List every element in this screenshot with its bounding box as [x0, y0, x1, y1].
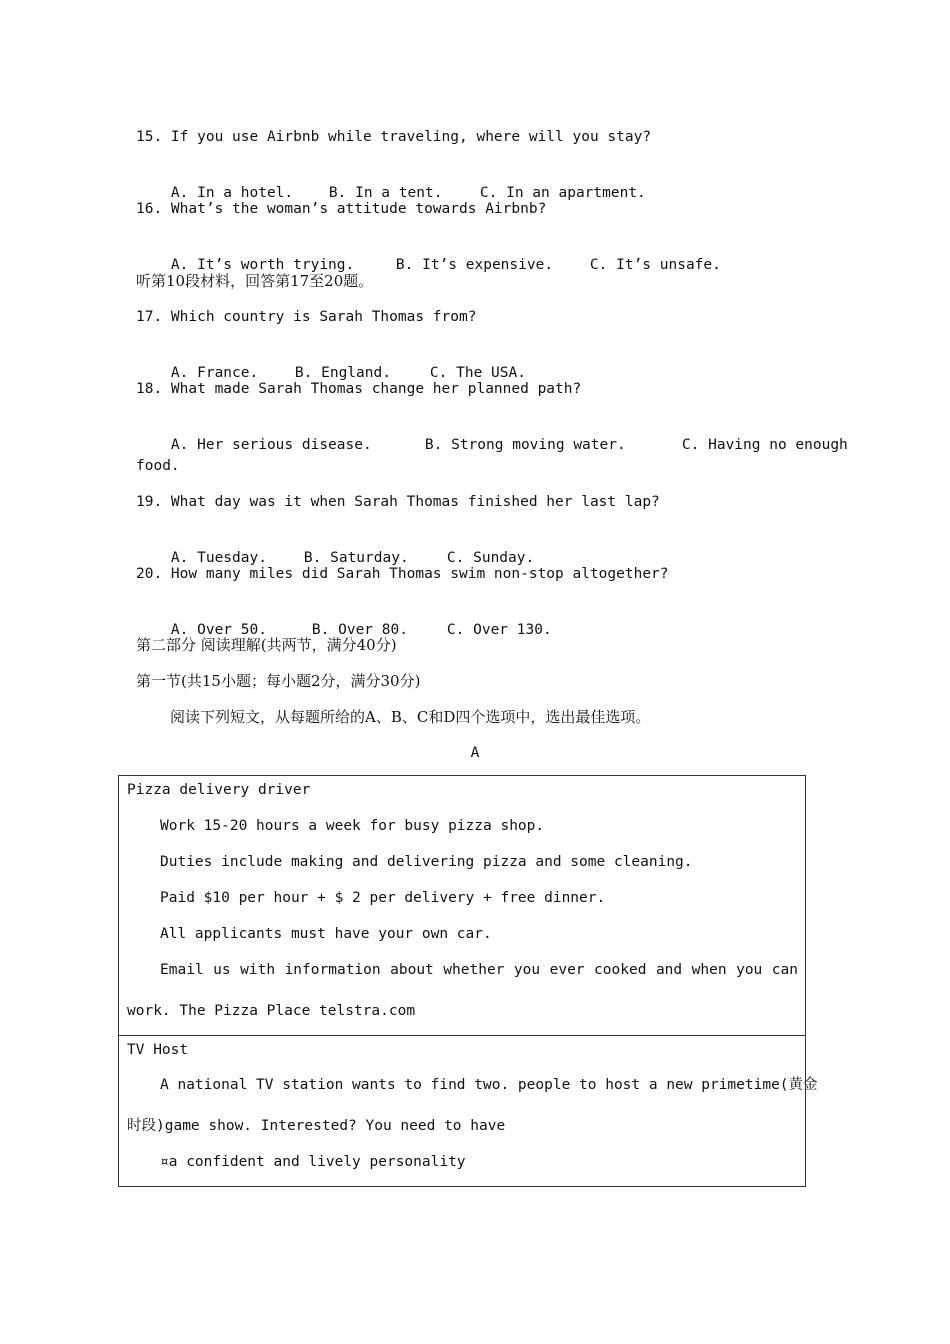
option-c: C. Having no enough [681, 437, 848, 453]
question-18-stem: 18. What made Sarah Thomas change her planned path? [136, 381, 582, 397]
option-c: C. The USA. [429, 365, 526, 381]
ad-line: Paid $10 per hour + $ 2 per delivery + free dinner. [160, 890, 606, 906]
option-b: B. In a tent. [328, 185, 443, 201]
option-c: C. It’s unsafe. [589, 257, 721, 273]
option-c: C. In an apartment. [479, 185, 646, 201]
passage-label: A [470, 745, 480, 761]
option-b: B. Saturday. [303, 550, 409, 566]
ad-line: 时段)game show. Interested? You need to have [127, 1118, 506, 1134]
ad-line: All applicants must have your own car. [160, 926, 492, 942]
question-18-continuation: food. [136, 458, 180, 474]
question-17-stem: 17. Which country is Sarah Thomas from? [136, 309, 477, 325]
option-c: C. Over 130. [446, 622, 552, 638]
option-b: B. It’s expensive. [395, 257, 554, 273]
section-note: 听第10段材料，回答第17至20题。 [136, 272, 374, 290]
ad-bullet-line: ¤a confident and lively personality [160, 1154, 466, 1170]
ad-line: Email us with information about whether you ever cooked and when you can [160, 962, 798, 978]
option-c: C. Sunday. [446, 550, 535, 566]
option-a: A. It’s worth trying. [170, 257, 355, 273]
question-18-options [136, 415, 848, 475]
option-b: B. Over 80. [311, 622, 408, 638]
ad-tail: work. The Pizza Place telstra.com [127, 1003, 416, 1019]
option-a: A. France. [170, 365, 259, 381]
part2-instruction: 阅读下列短文，从每题所给的A、B、C和D四个选项中，选出最佳选项。 [170, 708, 651, 726]
ad-pizza-delivery [118, 775, 806, 1036]
option-a: A. Her serious disease. [170, 437, 372, 453]
option-b: B. England. [294, 365, 391, 381]
question-19-stem: 19. What day was it when Sarah Thomas finished her last lap? [136, 494, 660, 510]
question-16-stem: 16. What’s the woman’s attitude towards Airbnb? [136, 201, 547, 217]
option-a: A. Over 50. [170, 622, 267, 638]
ad-title: TV Host [127, 1042, 189, 1058]
ad-title: Pizza delivery driver [127, 782, 311, 798]
option-a: A. In a hotel. [170, 185, 294, 201]
part2-section1: 第一节(共15小题；每小题2分，满分30分) [136, 672, 421, 690]
question-20-stem: 20. How many miles did Sarah Thomas swim non-stop altogether? [136, 566, 669, 582]
part2-heading: 第二部分 阅读理解(共两节，满分40分) [136, 636, 397, 654]
option-b: B. Strong moving water. [424, 437, 626, 453]
option-a: A. Tuesday. [170, 550, 267, 566]
question-15-stem: 15. If you use Airbnb while traveling, where will you stay? [136, 129, 652, 145]
ad-line: Work 15-20 hours a week for busy pizza shop. [160, 818, 545, 834]
ad-tv-host [118, 1035, 818, 1187]
ad-line: A national TV station wants to find two. people to host a new primetime(黄金 [160, 1077, 818, 1093]
ad-line: Duties include making and delivering pizza and some cleaning. [160, 854, 693, 870]
